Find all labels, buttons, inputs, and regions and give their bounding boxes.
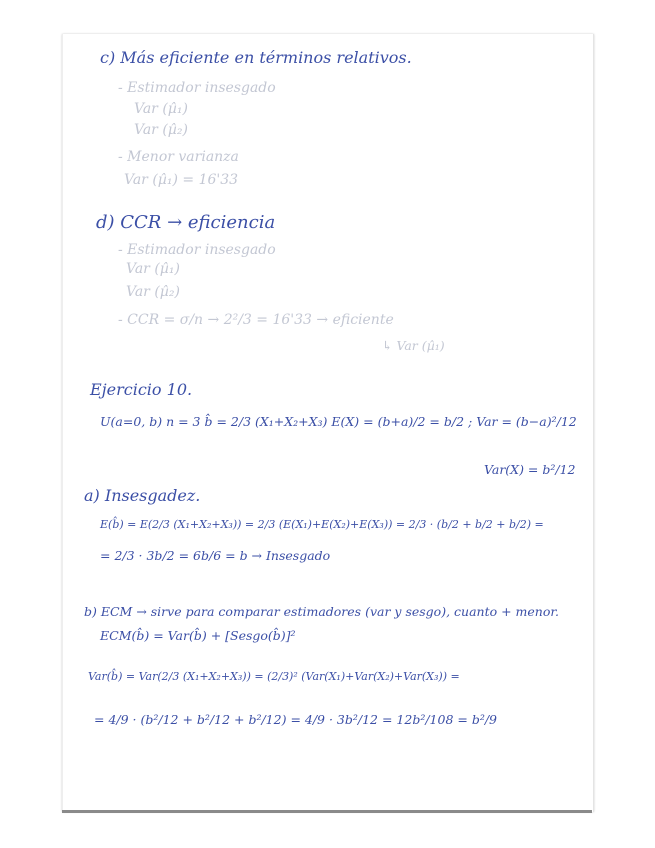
faint-line: Var (µ̂₁)	[134, 101, 188, 117]
exercise-title: Ejercicio 10.	[90, 380, 193, 399]
part-a-line: = 2/3 · 3b/2 = 6b/6 = b → Insesgado	[100, 548, 331, 563]
part-a-heading: a) Insesgadez.	[84, 486, 201, 505]
faint-line: Var (µ̂₂)	[126, 284, 180, 300]
faint-line: - Menor varianza	[118, 149, 239, 165]
faint-line: - CCR = σ/n → 2²/3 = 16'33 → eficiente	[118, 312, 394, 328]
part-b-heading: b) ECM → sirve para comparar estimadores (var y sesgo), cuanto + menor.	[84, 604, 559, 619]
exercise-variance: Var(X) = b²/12	[484, 462, 576, 477]
faint-line: Var (µ̂₁) = 16'33	[124, 172, 239, 188]
part-b-line: ECM(b̂) = Var(b̂) + [Sesgo(b̂)]²	[100, 628, 296, 643]
part-b-line: = 4/9 · (b²/12 + b²/12 + b²/12) = 4/9 · 3b²/12 = 12b²/108 = b²/9	[94, 712, 498, 727]
part-b-line: Var(b̂) = Var(2/3 (X₁+X₂+X₃)) = (2/3)² (Var(X₁)+Var(X₂)+Var(X₃)) =	[88, 670, 460, 683]
page-edge-shadow	[62, 810, 592, 813]
section-c-heading: c) Más eficiente en términos relativos.	[100, 48, 412, 67]
part-a-line: E(b̂) = E(2/3 (X₁+X₂+X₃)) = 2/3 (E(X₁)+E(X₂)+E(X₃)) = 2/3 · (b/2 + b/2 + b/2) =	[100, 518, 544, 531]
exercise-given: U(a=0, b) n = 3 b̂ = 2/3 (X₁+X₂+X₃) E(X) = (b+a)/2 = b/2 ; Var = (b−a)²/12	[100, 414, 577, 429]
faint-line: Var (µ̂₂)	[134, 122, 188, 138]
faint-line: Var (µ̂₁)	[126, 261, 180, 277]
faint-line: - Estimador insesgado	[118, 242, 276, 258]
faint-line: ↳ Var (µ̂₁)	[382, 338, 445, 353]
section-d-heading: d) CCR → eficiencia	[96, 212, 276, 233]
faint-line: - Estimador insesgado	[118, 80, 276, 96]
